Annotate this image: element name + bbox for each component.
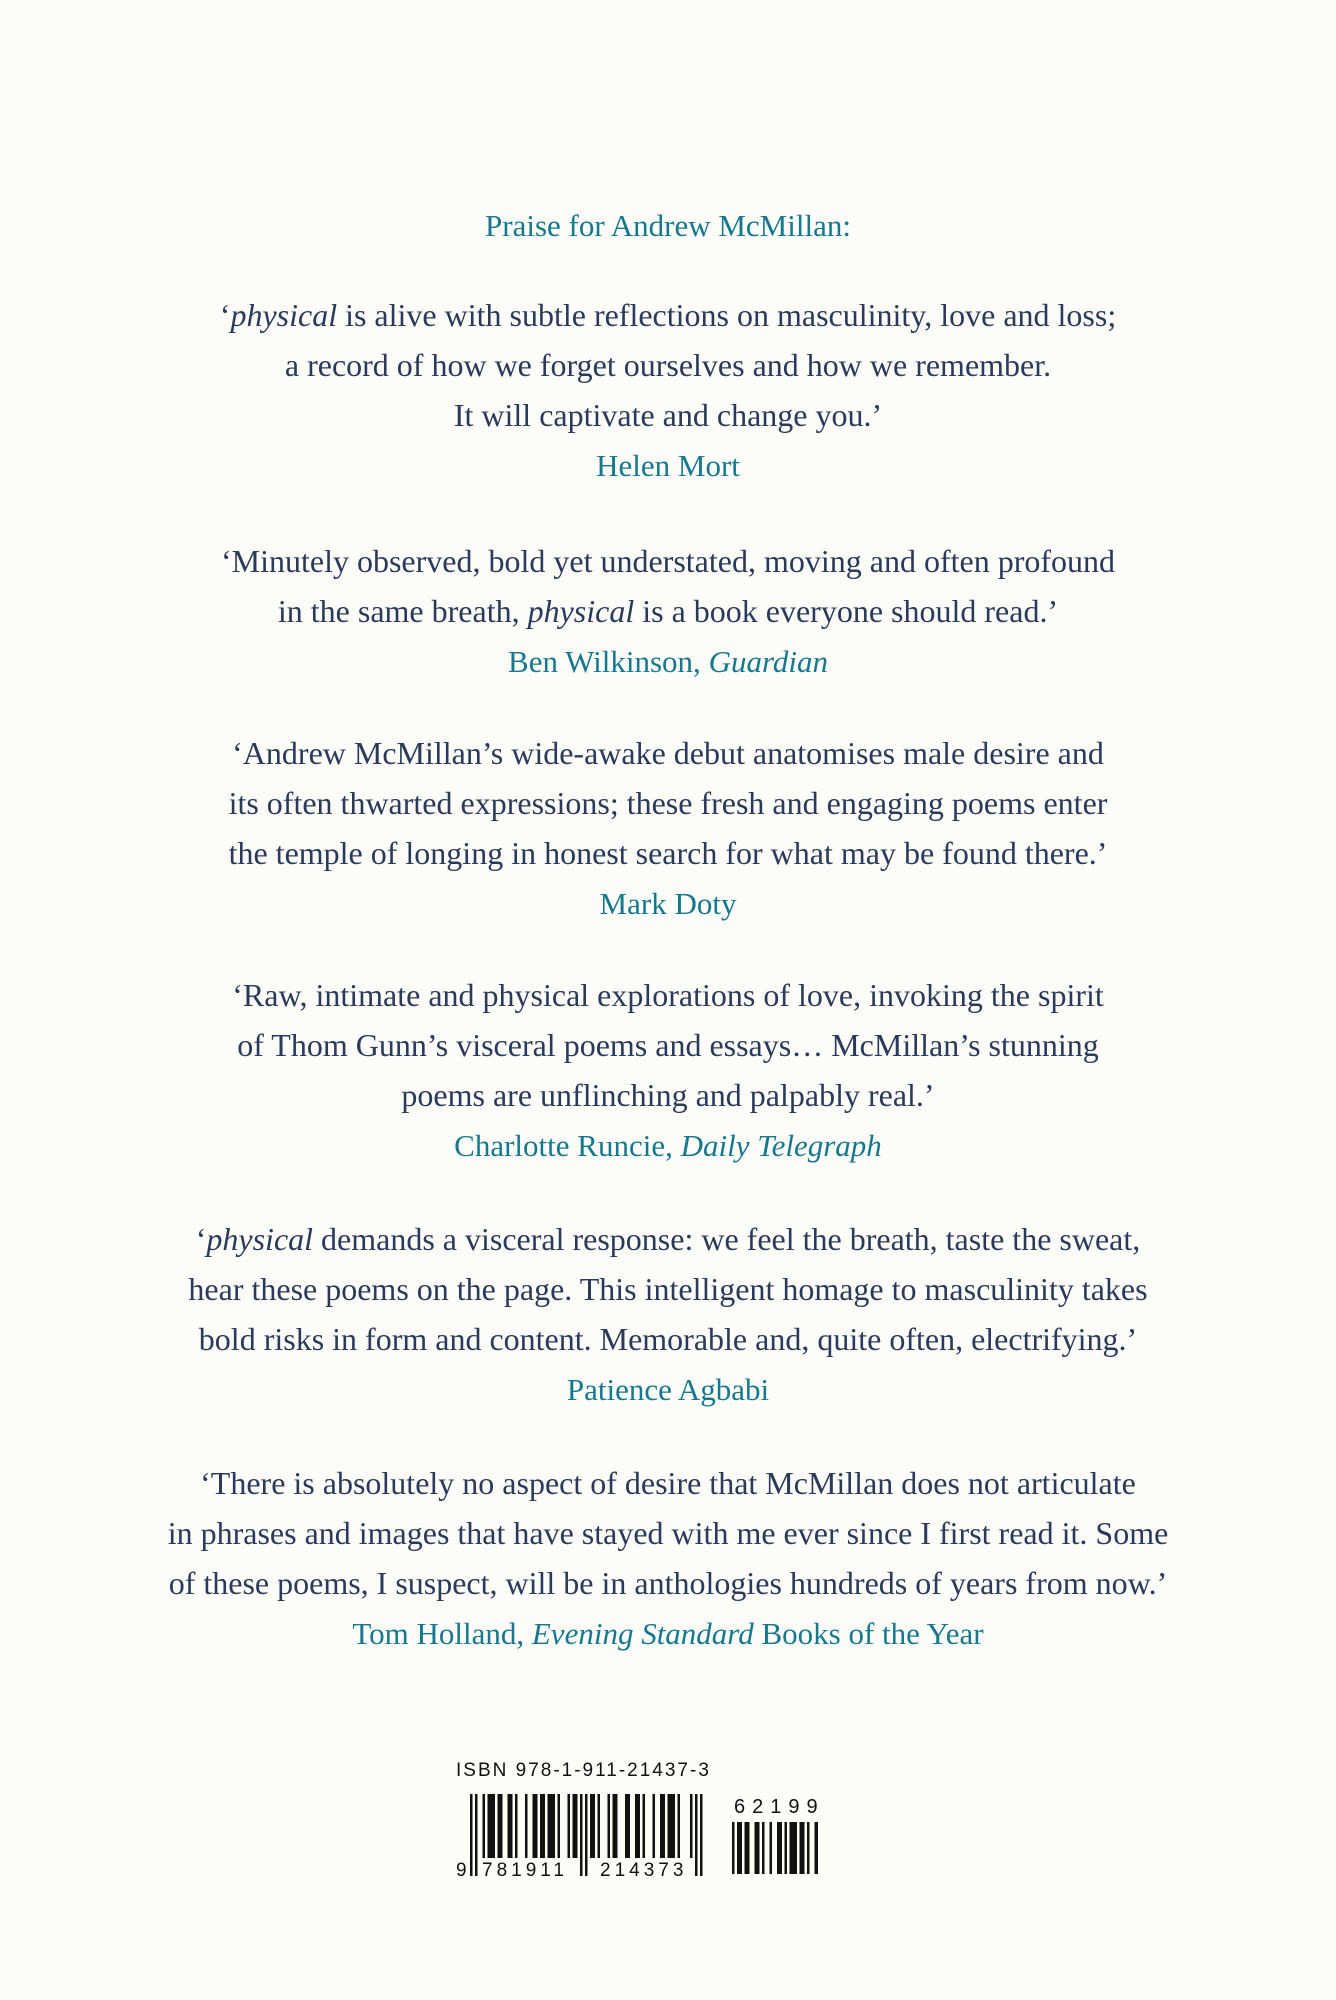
barcode-bar xyxy=(807,1822,810,1874)
text-run: ‘There is absolutely no aspect of desire that McMillan does not articulate xyxy=(200,1465,1136,1501)
quote-line xyxy=(60,1458,1276,1508)
barcode-bar xyxy=(660,1794,665,1858)
quote-attribution xyxy=(60,884,1276,924)
text-run: ‘ xyxy=(219,297,231,333)
quote-line xyxy=(60,1314,1276,1364)
text-run: ‘Raw, intimate and physical explorations of love, invoking the spirit xyxy=(232,977,1104,1013)
barcode-bar xyxy=(737,1822,742,1874)
quote-block xyxy=(60,970,1276,1166)
quote-text xyxy=(60,1214,1276,1364)
price-addon-number: 62199 xyxy=(734,1796,825,1818)
addon-bars xyxy=(732,1822,818,1874)
quote-text xyxy=(60,290,1276,440)
barcode-left-digits: 781911 xyxy=(482,1860,568,1881)
barcode-bar xyxy=(580,1794,583,1876)
quote-attribution xyxy=(60,642,1276,682)
barcode-bar xyxy=(540,1794,545,1858)
text-run: of these poems, I suspect, will be in anthologies hundreds of years from now.’ xyxy=(168,1565,1168,1601)
quote-line xyxy=(60,390,1276,440)
quote-line xyxy=(60,1508,1276,1558)
quote-text xyxy=(60,728,1276,878)
text-run: bold risks in form and content. Memorable and, quite often, electrifying.’ xyxy=(198,1321,1138,1357)
barcode-bar xyxy=(678,1794,681,1858)
quote-line xyxy=(60,1264,1276,1314)
barcode-bar xyxy=(483,1794,486,1858)
barcode-bar xyxy=(515,1794,518,1858)
italic-text: physical xyxy=(230,297,338,333)
barcode-bar xyxy=(762,1822,765,1874)
text-run: It will captivate and change you.’ xyxy=(453,397,883,433)
quote-line xyxy=(60,828,1276,878)
barcode-bar xyxy=(548,1794,556,1858)
barcode-bar xyxy=(777,1822,782,1874)
barcode-bar xyxy=(590,1794,595,1858)
isbn-barcode xyxy=(456,1760,856,1890)
barcode-bar xyxy=(700,1794,703,1876)
quote-line xyxy=(60,536,1276,586)
italic-text: physical xyxy=(206,1221,314,1257)
barcode-bar xyxy=(598,1794,601,1858)
text-run: ‘Minutely observed, bold yet understated, moving and often profound xyxy=(220,543,1116,579)
text-run: is alive with subtle reflections on masculinity, love and loss; xyxy=(337,297,1117,333)
quote-line xyxy=(60,1070,1276,1120)
text-run: Tom Holland, xyxy=(352,1616,532,1651)
quote-block xyxy=(60,1214,1276,1410)
barcode-bar xyxy=(690,1794,693,1858)
quote-line xyxy=(60,586,1276,636)
text-run: Helen Mort xyxy=(596,448,740,483)
barcode-first-digit: 9 xyxy=(456,1860,467,1881)
text-run: poems are unflinching and palpably real.’ xyxy=(401,1077,935,1113)
barcode-bar xyxy=(585,1794,588,1876)
barcode-bar xyxy=(770,1822,773,1874)
barcode-bar xyxy=(755,1822,760,1874)
barcode-bar xyxy=(525,1794,528,1858)
quote-line xyxy=(60,970,1276,1020)
quote-text xyxy=(60,1458,1276,1608)
quote-line xyxy=(60,778,1276,828)
italic-text: Guardian xyxy=(708,644,828,679)
barcode-bar xyxy=(470,1794,473,1876)
text-run: Charlotte Runcie, xyxy=(454,1128,681,1163)
barcode-bar xyxy=(573,1794,578,1858)
barcode-bar xyxy=(533,1794,538,1858)
text-run: Mark Doty xyxy=(599,886,737,921)
barcode-bar xyxy=(613,1794,618,1858)
barcode-bar xyxy=(558,1794,561,1858)
barcode-right-digits: 214373 xyxy=(600,1860,688,1881)
barcode-bar xyxy=(508,1794,513,1858)
quote-line xyxy=(60,1214,1276,1264)
text-run: ‘ xyxy=(195,1221,207,1257)
text-run: is a book everyone should read.’ xyxy=(634,593,1059,629)
barcode-bar xyxy=(732,1822,735,1874)
quote-block xyxy=(60,728,1276,924)
text-run: its often thwarted expressions; these fresh and engaging poems enter xyxy=(228,785,1108,821)
quote-block xyxy=(60,536,1276,682)
quote-text xyxy=(60,536,1276,636)
barcode-bar xyxy=(668,1794,676,1858)
barcode-bar xyxy=(498,1794,503,1858)
barcode-bar xyxy=(625,1794,630,1858)
italic-text: Evening Standard xyxy=(531,1616,754,1651)
quote-line xyxy=(60,1020,1276,1070)
quote-line xyxy=(60,1558,1276,1608)
text-run: a record of how we forget ourselves and how we remember. xyxy=(284,347,1052,383)
barcode-bar xyxy=(488,1794,496,1858)
text-run: Patience Agbabi xyxy=(566,1372,770,1407)
text-run: ‘Andrew McMillan’s wide-awake debut anatomises male desire and xyxy=(232,735,1104,771)
quote-line xyxy=(60,340,1276,390)
barcode-bar xyxy=(800,1822,805,1874)
barcode-bar xyxy=(815,1822,819,1874)
quote-block xyxy=(60,290,1276,486)
text-run: Ben Wilkinson, xyxy=(508,644,709,679)
quote-attribution xyxy=(60,1370,1276,1410)
text-run: demands a visceral response: we feel the breath, taste the sweat, xyxy=(313,1221,1141,1257)
text-run: in the same breath, xyxy=(277,593,528,629)
quote-attribution xyxy=(60,1614,1276,1654)
quote-line xyxy=(60,290,1276,340)
isbn-label: ISBN 978-1-911-21437-3 xyxy=(456,1760,711,1781)
text-run: in phrases and images that have stayed with me ever since I first read it. Some xyxy=(167,1515,1169,1551)
barcode-bar xyxy=(745,1822,750,1874)
text-run: the temple of longing in honest search for what may be found there.’ xyxy=(228,835,1108,871)
quote-text xyxy=(60,970,1276,1120)
barcode-bar xyxy=(790,1822,798,1874)
text-run: hear these poems on the page. This intelligent homage to masculinity takes xyxy=(188,1271,1148,1307)
barcode-bar xyxy=(785,1822,788,1874)
barcode-bar xyxy=(568,1794,571,1858)
barcode-bar xyxy=(475,1794,478,1876)
quote-attribution xyxy=(60,1126,1276,1166)
italic-text: physical xyxy=(527,593,635,629)
barcode-bar xyxy=(653,1794,656,1858)
text-run: Books of the Year xyxy=(753,1616,984,1651)
barcode-bar xyxy=(608,1794,611,1858)
quote-line xyxy=(60,728,1276,778)
praise-heading: Praise for Andrew McMillan: xyxy=(485,208,851,243)
barcode-bar xyxy=(635,1794,640,1858)
quote-block xyxy=(60,1458,1276,1654)
quote-attribution xyxy=(60,446,1276,486)
barcode-bar xyxy=(695,1794,698,1876)
barcode-bar xyxy=(643,1794,646,1858)
text-run: of Thom Gunn’s visceral poems and essays… McMillan’s stunning xyxy=(237,1027,1099,1063)
italic-text: Daily Telegraph xyxy=(680,1128,882,1163)
